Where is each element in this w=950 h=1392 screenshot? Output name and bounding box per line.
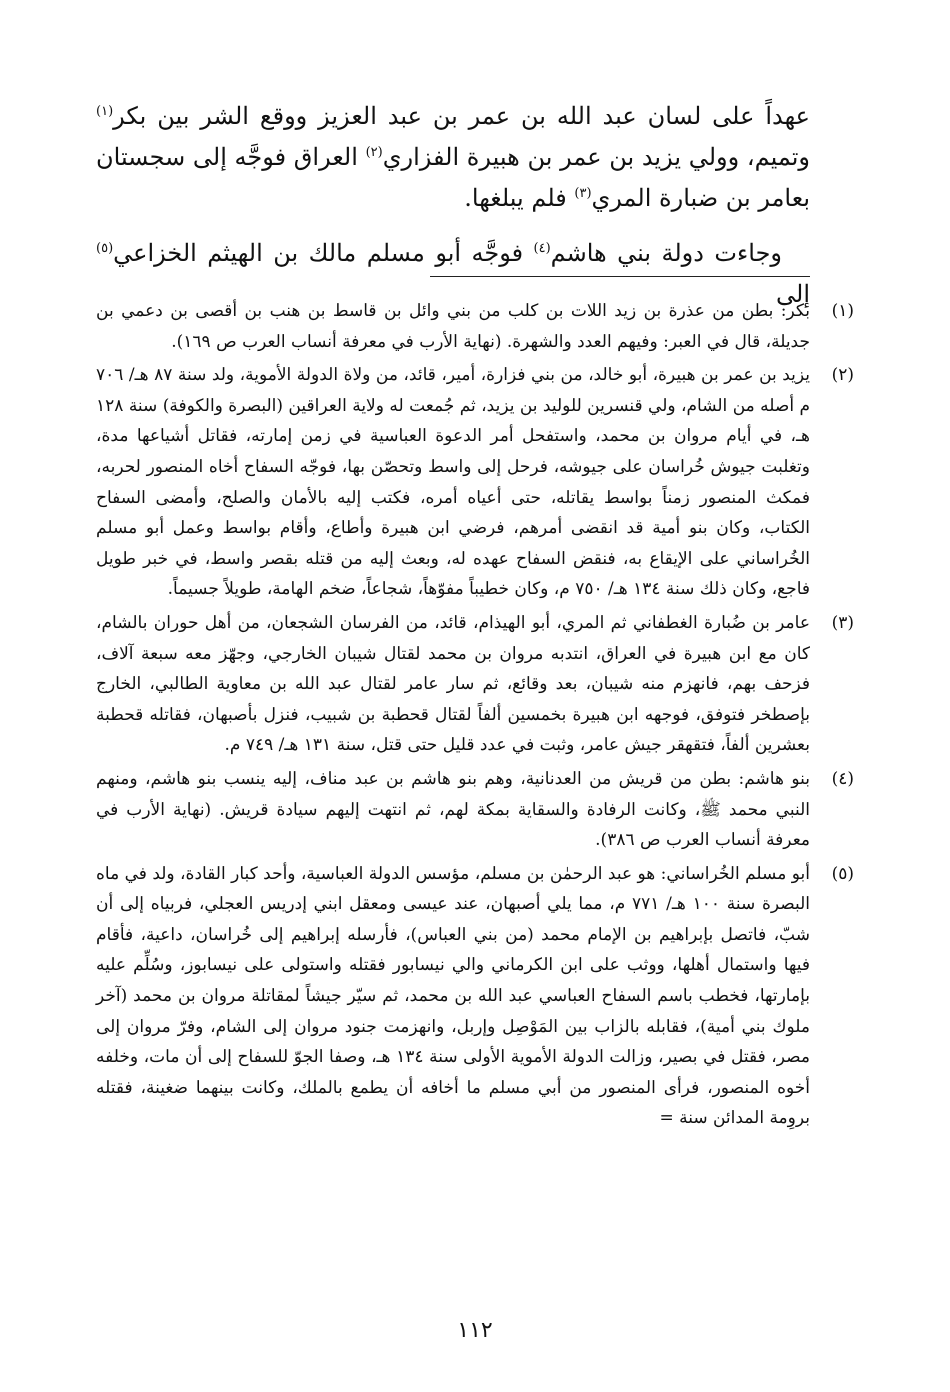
footnote-number: (٢) — [831, 365, 854, 386]
footnote — [96, 296, 854, 357]
main-text — [96, 96, 810, 315]
text-run: عهداً على لسان عبد الله بن عمر بن عبد العزيز ووقع الشر بين بكر — [113, 102, 810, 130]
footnote-text: بنو هاشم: بطن من قريش من العدنانية، وهم بنو هاشم بن عبد مناف، إليه ينسب بنو هاشم، ومنهم النبي محمد ﷺ، وكانت الرفادة والسقاية بمكة لهم، ثم انتهت إليهم سيادة قريش. (نهاية الأرب في معرفة أنساب العرب ص ٣٨٦). — [96, 768, 810, 851]
page-number: ١١٢ — [457, 1318, 493, 1343]
footnotes — [96, 296, 854, 1137]
footnote — [96, 608, 854, 761]
text-run: وتميم، وولي يزيد بن عمر بن هبيرة الفزاري — [382, 143, 810, 171]
footnote-text: أبو مسلم الخُراساني: هو عبد الرحمٰن بن مسلم، مؤسس الدولة العباسية، وأحد كبار القادة، ولد في ماه البصرة سنة ١٠٠ هـ/ ٧٧١ م، مما يلي أصبهان، عند عيسى ومعقل ابني إدريس العجلي، فربياه إلى أن شبّ، فاتصل بإبراهيم بن الإمام محمد (من بني العباس)، فأرسله إبراهيم إلى خُراسان، داعية، فأقام فيها واستمال أهلها، ووثب على ابن الكرماني والي نيسابور فقتله واستولى على نيسابوز، وسُلِّم عليه بإمارتها، فخطب باسم السفاح العباسي عبد الله بن محمد، ثم سيّر جيشاً لمقاتلة مروان بن محمد (آخر ملوك بني أمية)، فقابله بالزاب بين المَوْصِل وإربل، وانهزمت جنود مروان إلى الشام، وفرّ مروان إلى مصر، فقتل في بصير، وزالت الدولة الأموية الأولى سنة ١٣٤ هـ، وصفا الجوّ للسفاح إلى أن مات، وخلفه أخوه المنصور، فرأى المنصور من أبي مسلم ما أخافه أن يطمع بالملك، وكانت بينهما ضغينة، فقتله بروِمة المدائن سنة = — [96, 863, 811, 1129]
footnote-ref-2: (٢) — [365, 145, 383, 160]
footnote-ref-3: (٣) — [574, 186, 592, 201]
footnote-number: (١) — [831, 301, 854, 321]
footnote-number: (٥) — [831, 863, 854, 884]
footnote-number: (٣) — [831, 612, 854, 633]
footnote — [96, 360, 854, 605]
footnote-separator — [430, 276, 810, 277]
text-run: فلم يبلغها. — [464, 184, 575, 212]
footnote — [96, 859, 854, 1134]
main-paragraph-1 — [96, 96, 810, 219]
footnote-number: (٤) — [831, 768, 854, 789]
text-run: العراق فوجَّه إلى سجستان بعامر بن ضبارة المري — [96, 143, 810, 212]
footnote-ref-1: (١) — [96, 104, 114, 119]
footnote-text: بكر: بطن من عذرة بن زيد اللات بن كلب من بني وائل بن قاسط بن هنب بن أقصى بن دعمي بن جديلة، قال في العبر: وفيهم العدد والشهرة. (نهاية الأرب في معرفة أنساب العرب ص ١٦٩). — [96, 301, 810, 352]
text-run: إلى — [776, 280, 810, 308]
footnote-ref-5: (٥) — [96, 241, 114, 256]
text-run: وجاءت دولة بني هاشم — [550, 239, 782, 267]
footnote — [96, 764, 854, 856]
footnote-ref-4: (٤) — [533, 241, 551, 256]
footnote-text: عامر بن ضُبارة الغطفاني ثم المري، أبو الهيذام، قائد، من الفرسان الشجعان، من أهل حوران بالشام، كان مع ابن هبيرة في العراق، انتدبه مروان بن محمد لقتال شيبان الخارجي، وجهّز معه سبعة آلاف، فزحف بهم، فانهزم منه شيبان، بعد وقائع، ثم سار عامر لقتال عبد الله بن معاوية الطالبي، الخارج بإصطخر فتوفق، فوجهه ابن هبيرة بخمسين ألفاً لقتال قحطبة بن شبيب، فنزل بأصبهان، فقاتله قحطبة بعشرين ألفاً، فتقهقر جيش عامر، وثبت في عدد قليل حتى قتل، سنة ١٣١ هـ/ ٧٤٩ م. — [96, 612, 810, 756]
footnote-text: يزيد بن عمر بن هبيرة، أبو خالد، من بني فزارة، أمير، قائد، من ولاة الدولة الأموية، ولد سنة ٨٧ هـ/ ٧٠٦ م أصله من الشام، ولي قنسرين للوليد بن يزيد، ثم جُمعت له ولاية العراقين (البصرة والكوفة) سنة ١٢٨ هـ، في أيام مروان بن محمد، واستفحل أمر الدعوة العباسية في زمن إمارته، فقاتل أشياعها مدة، وتغلبت جيوش خُراسان على جيوشه، فرحل إلى واسط وتحصّن بها، فوجّه السفاح أخاه المنصور لحربه، فمكث المنصور زمناً بواسط يقاتله، حتى أعياه أمره، فكتب إليه بالأمان والصلح، وأمضى السفاح الكتاب، وكان بنو أمية قد انقضى أمرهم، فرضي ابن هبيرة وأطاع، وأقام بواسط وعمل أبو مسلم الخُراساني على الإيقاع به، فنقض السفاح عهده له، وبعث إليه من قتله بقصر واسط، في خبر طويل فاجع، وكان ذلك سنة ١٣٤ هـ/ ٧٥٠ م، وكان خطيباً مفوّهاً، شجاعاً، ضخم الهامة، طويلاً جسيماً. — [96, 365, 811, 600]
text-run: فوجَّه أبو مسلم مالك بن الهيثم الخزاعي — [113, 239, 534, 267]
